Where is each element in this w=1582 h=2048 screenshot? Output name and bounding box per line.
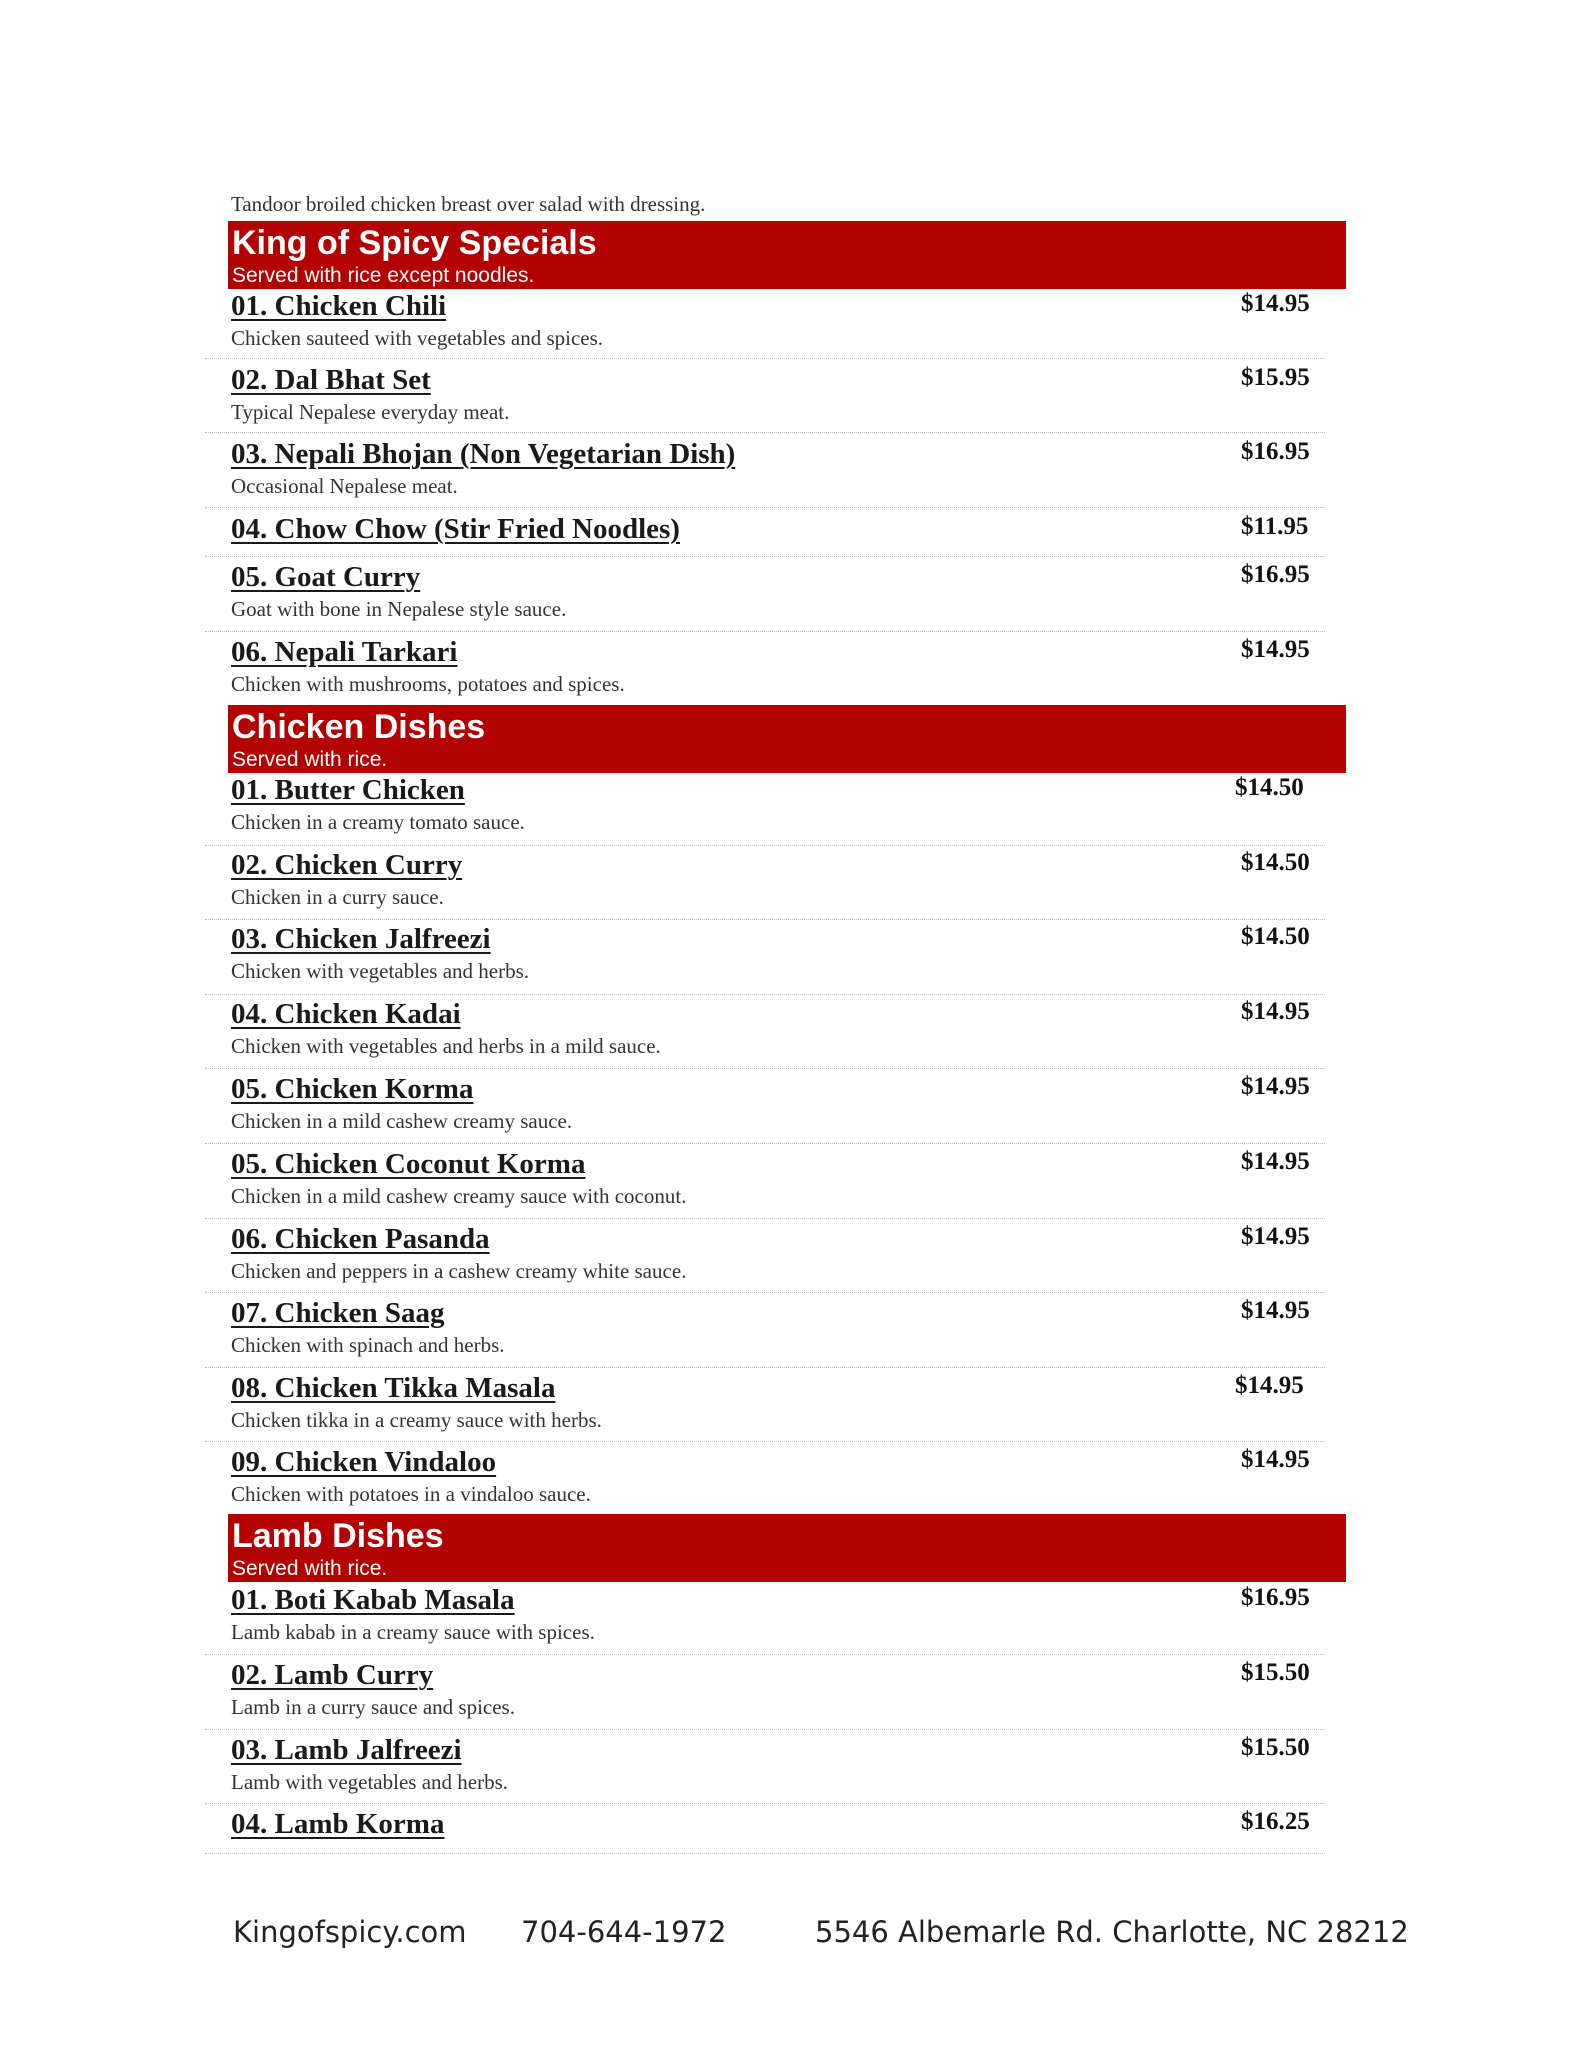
- section-header-lamb: [228, 1514, 1346, 1582]
- item-name: 05. Chicken Coconut Korma: [231, 1148, 586, 1180]
- item-description: Chicken and peppers in a cashew creamy white sauce.: [231, 1259, 687, 1283]
- item-divider: [205, 631, 1325, 632]
- item-name: 02. Lamb Curry: [231, 1659, 434, 1691]
- item-divider: [205, 919, 1325, 920]
- item-description: Occasional Nepalese meat.: [231, 474, 458, 498]
- item-description: Lamb in a curry sauce and spices.: [231, 1695, 515, 1719]
- item-price: $14.95: [1241, 636, 1310, 663]
- section-subtitle: Served with rice.: [232, 1557, 388, 1580]
- item-description: Lamb kabab in a creamy sauce with spices.: [231, 1620, 595, 1644]
- section-title: King of Spicy Specials: [232, 224, 597, 262]
- item-description: Chicken with mushrooms, potatoes and spices.: [231, 672, 625, 696]
- item-price: $14.95: [1241, 1446, 1310, 1473]
- item-divider: [205, 1853, 1325, 1854]
- item-name: 01. Chicken Chili: [231, 290, 447, 322]
- item-description: Chicken with potatoes in a vindaloo sauce.: [231, 1482, 591, 1506]
- item-name: 06. Nepali Tarkari: [231, 636, 458, 668]
- item-name: 01. Butter Chicken: [231, 774, 465, 806]
- item-description: Chicken tikka in a creamy sauce with herbs.: [231, 1408, 602, 1432]
- item-name: 07. Chicken Saag: [231, 1297, 445, 1329]
- item-description: Chicken in a mild cashew creamy sauce.: [231, 1109, 573, 1133]
- item-price: $14.50: [1241, 849, 1310, 876]
- item-description: Chicken in a creamy tomato sauce.: [231, 810, 525, 834]
- item-divider: [205, 1367, 1325, 1368]
- section-title: Chicken Dishes: [232, 708, 486, 746]
- footer-address: 5546 Albemarle Rd. Charlotte, NC 28212: [815, 1915, 1409, 1949]
- footer-website[interactable]: Kingofspicy.com: [233, 1915, 467, 1949]
- item-description: Chicken in a mild cashew creamy sauce with coconut.: [231, 1184, 687, 1208]
- item-price: $11.95: [1241, 513, 1309, 540]
- item-description: Chicken sauteed with vegetables and spices.: [231, 326, 604, 350]
- item-name: 02. Chicken Curry: [231, 849, 463, 881]
- section-subtitle: Served with rice except noodles.: [232, 264, 535, 287]
- item-description: Chicken with vegetables and herbs in a mild sauce.: [231, 1034, 661, 1058]
- item-divider: [205, 1654, 1325, 1655]
- item-name: 03. Chicken Jalfreezi: [231, 923, 491, 955]
- footer-phone[interactable]: 704-644-1972: [521, 1915, 727, 1949]
- item-name: 03. Nepali Bhojan (Non Vegetarian Dish): [231, 438, 736, 470]
- item-name: 05. Chicken Korma: [231, 1073, 474, 1105]
- section-header-specials: [228, 221, 1346, 289]
- item-description: Chicken in a curry sauce.: [231, 885, 444, 909]
- item-description: Goat with bone in Nepalese style sauce.: [231, 597, 567, 621]
- item-price: $15.95: [1241, 364, 1310, 391]
- item-divider: [205, 845, 1325, 846]
- item-price: $16.95: [1241, 561, 1310, 588]
- section-title: Lamb Dishes: [232, 1517, 444, 1555]
- item-price: $14.95: [1241, 1148, 1310, 1175]
- section-subtitle: Served with rice.: [232, 748, 388, 771]
- intro-description: Tandoor broiled chicken breast over salad with dressing.: [231, 192, 706, 216]
- item-divider: [205, 1068, 1325, 1069]
- item-divider: [205, 432, 1325, 433]
- item-divider: [205, 507, 1325, 508]
- item-name: 04. Chicken Kadai: [231, 998, 461, 1030]
- item-description: Chicken with vegetables and herbs.: [231, 959, 529, 983]
- item-description: Lamb with vegetables and herbs.: [231, 1770, 508, 1794]
- item-price: $16.25: [1241, 1808, 1310, 1835]
- item-price: $14.50: [1235, 774, 1304, 801]
- item-price: $16.95: [1241, 438, 1310, 465]
- item-name: 01. Boti Kabab Masala: [231, 1584, 515, 1616]
- item-price: $14.95: [1241, 998, 1310, 1025]
- item-name: 08. Chicken Tikka Masala: [231, 1372, 556, 1404]
- item-divider: [205, 1729, 1325, 1730]
- item-price: $15.50: [1241, 1659, 1310, 1686]
- item-price: $14.95: [1241, 1223, 1310, 1250]
- item-name: 05. Goat Curry: [231, 561, 421, 593]
- section-header-chicken: [228, 705, 1346, 773]
- item-description: Typical Nepalese everyday meat.: [231, 400, 510, 424]
- item-price: $16.95: [1241, 1584, 1310, 1611]
- item-price: $14.50: [1241, 923, 1310, 950]
- item-price: $14.95: [1235, 1372, 1304, 1399]
- item-price: $14.95: [1241, 1073, 1310, 1100]
- item-divider: [205, 1803, 1325, 1804]
- item-price: $14.95: [1241, 1297, 1310, 1324]
- item-name: 06. Chicken Pasanda: [231, 1223, 490, 1255]
- item-divider: [205, 1292, 1325, 1293]
- item-divider: [205, 994, 1325, 995]
- item-price: $14.95: [1241, 290, 1310, 317]
- item-divider: [205, 556, 1325, 557]
- item-divider: [205, 1218, 1325, 1219]
- item-name: 04. Chow Chow (Stir Fried Noodles): [231, 513, 680, 545]
- item-name: 03. Lamb Jalfreezi: [231, 1734, 462, 1766]
- item-name: 02. Dal Bhat Set: [231, 364, 431, 396]
- item-name: 04. Lamb Korma: [231, 1808, 445, 1840]
- item-divider: [205, 358, 1325, 359]
- item-name: 09. Chicken Vindaloo: [231, 1446, 497, 1478]
- item-divider: [205, 1143, 1325, 1144]
- item-price: $15.50: [1241, 1734, 1310, 1761]
- item-description: Chicken with spinach and herbs.: [231, 1333, 505, 1357]
- item-divider: [205, 1441, 1325, 1442]
